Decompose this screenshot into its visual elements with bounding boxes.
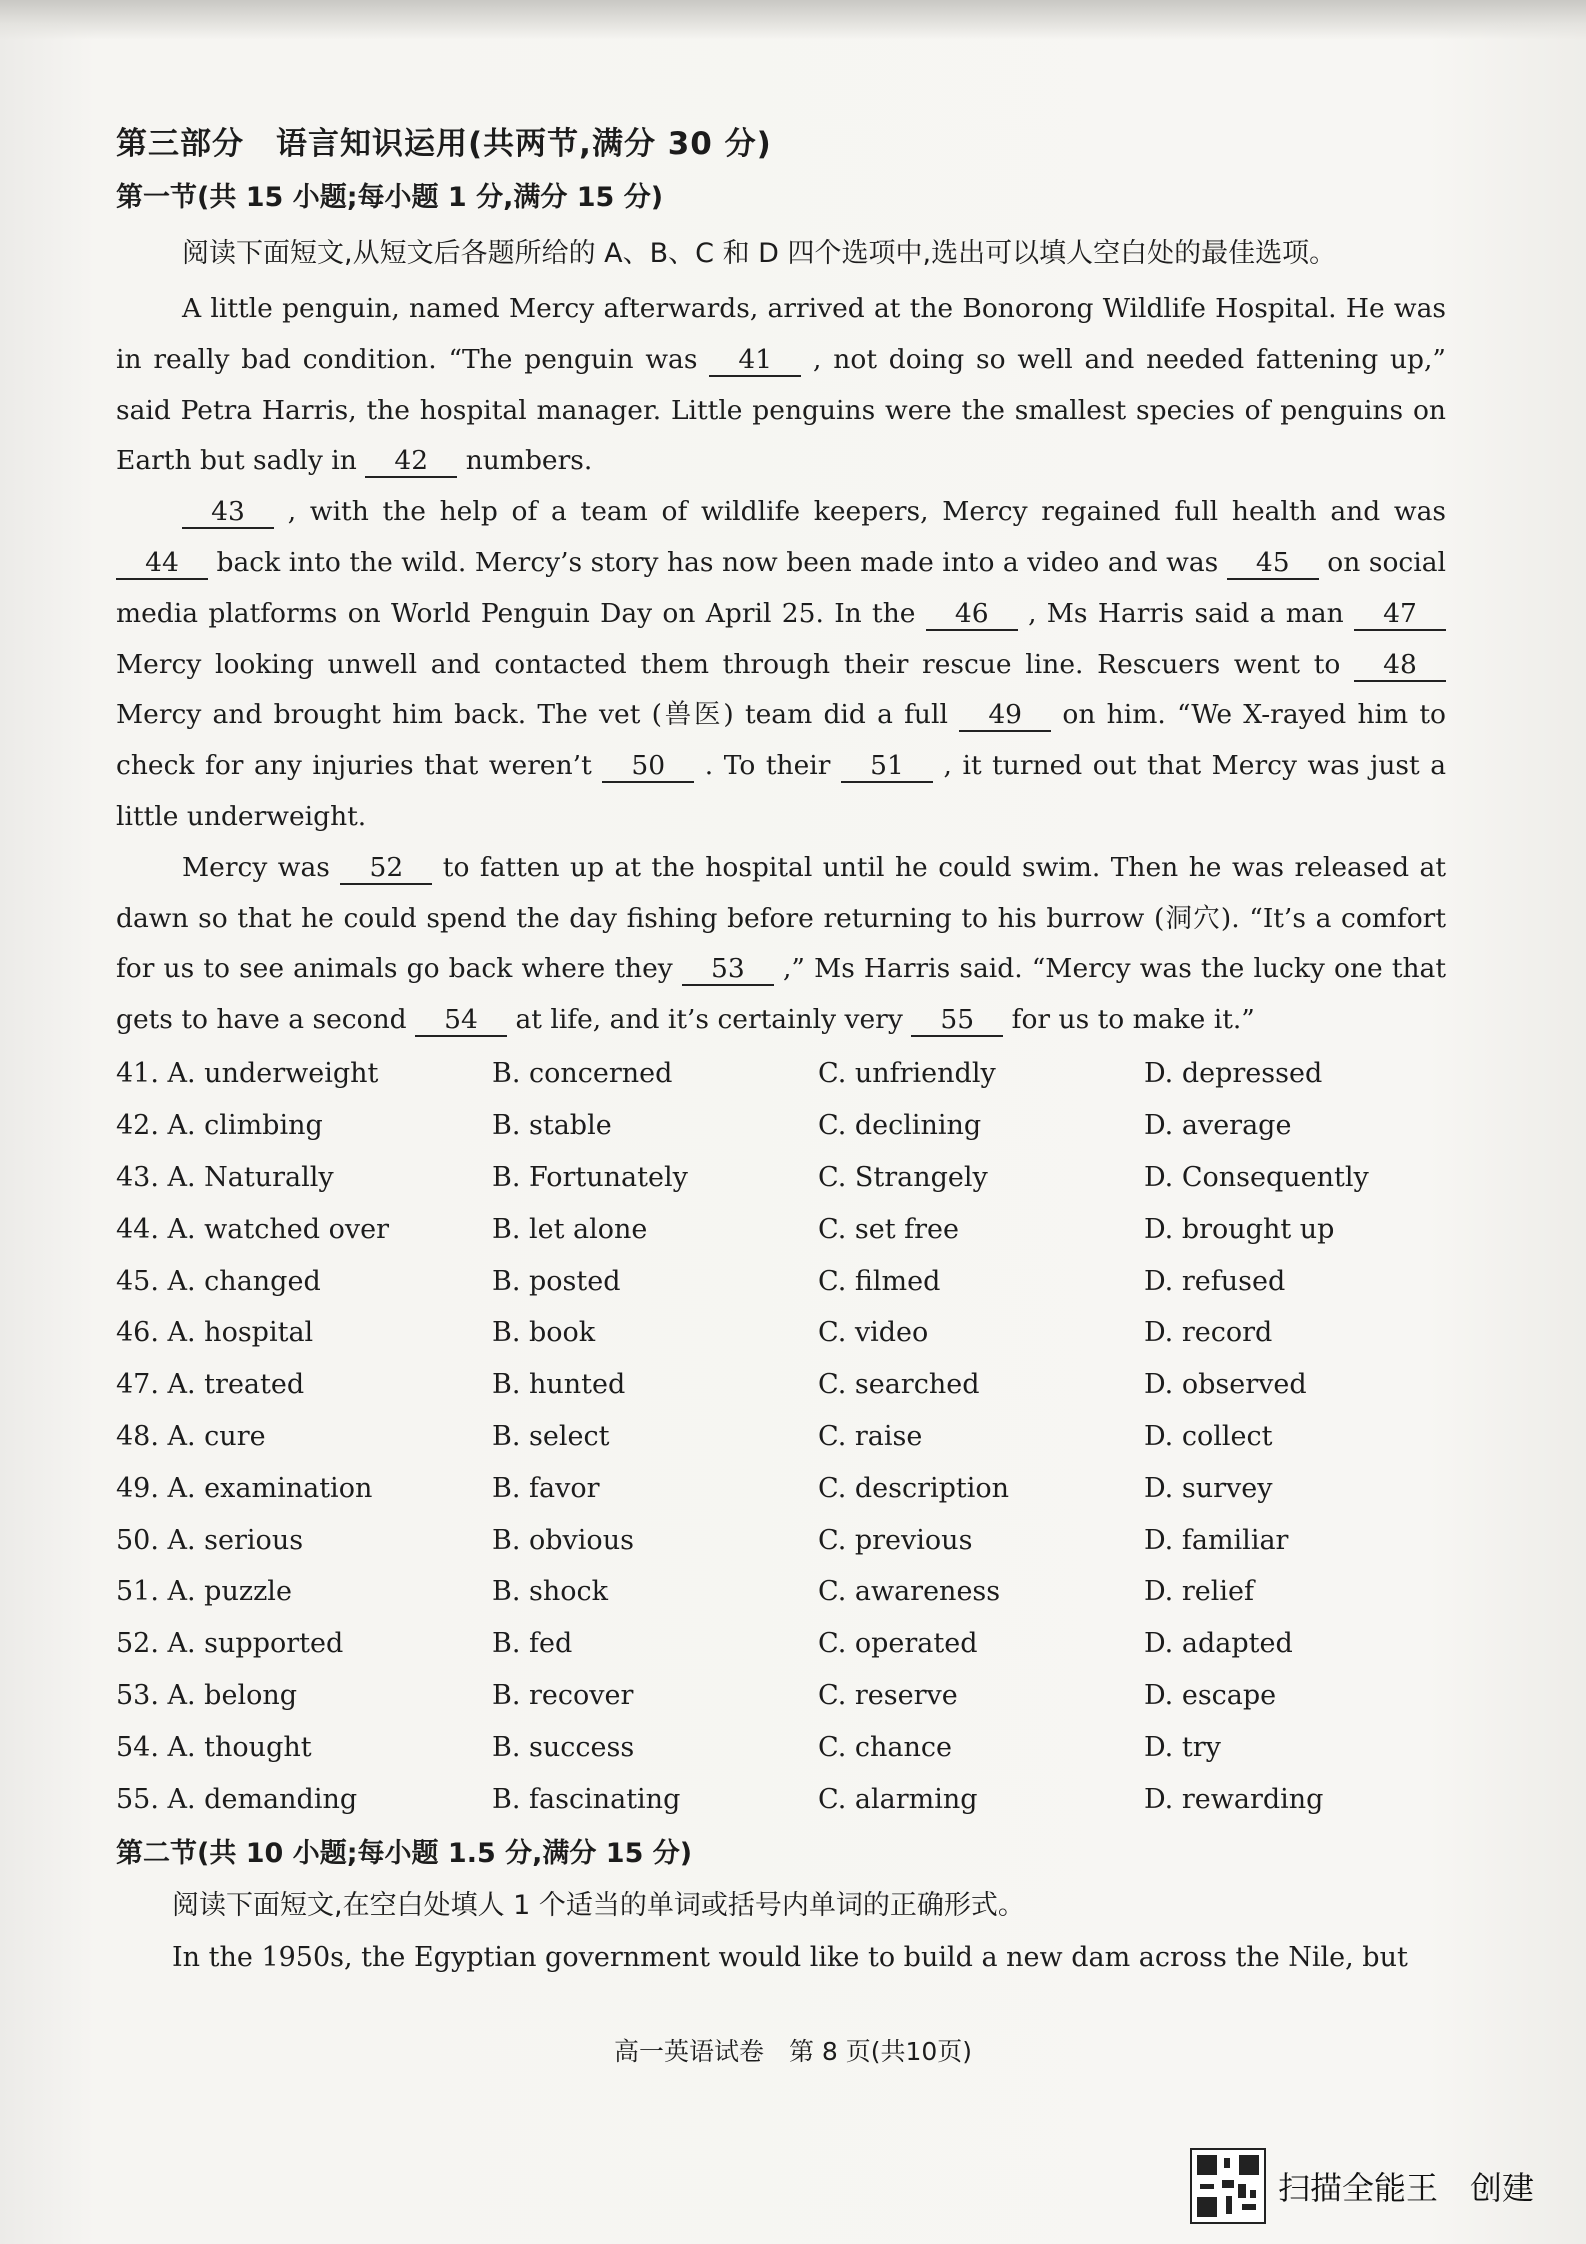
option-c: C. reserve bbox=[818, 1679, 958, 1711]
option-d: D. refused bbox=[1144, 1265, 1286, 1297]
option-d: D. collect bbox=[1144, 1420, 1273, 1452]
passage-text: numbers. bbox=[457, 445, 593, 477]
option-row-44 bbox=[116, 1203, 1446, 1255]
option-row-51 bbox=[116, 1566, 1446, 1618]
option-a: 52. A. supported bbox=[116, 1628, 344, 1660]
section2-title: 第二节(共 10 小题;每小题 1.5 分,满分 15 分) bbox=[116, 1837, 693, 1869]
page-content bbox=[116, 118, 1446, 1984]
option-d: D. average bbox=[1144, 1110, 1292, 1142]
section2-instruction: 阅读下面短文,在空白处填人 1 个适当的单词或括号内单词的正确形式。 bbox=[172, 1889, 1025, 1921]
option-b: B. obvious bbox=[492, 1524, 634, 1556]
option-d: D. record bbox=[1144, 1317, 1273, 1349]
option-b: B. stable bbox=[492, 1110, 612, 1142]
option-b: B. fed bbox=[492, 1628, 573, 1660]
option-d: D. escape bbox=[1144, 1679, 1277, 1711]
option-c: C. searched bbox=[818, 1369, 980, 1401]
passage-text: , it turned out that Mercy was just a little underweight. bbox=[116, 750, 1446, 832]
blank-43: 43 bbox=[182, 497, 274, 529]
passage-text: on him. “We X-rayed him to check for any injuries that weren’t bbox=[116, 699, 1446, 782]
option-b: B. hunted bbox=[492, 1369, 626, 1401]
passage-text: for us to make it.” bbox=[1003, 1004, 1255, 1036]
option-b: B. book bbox=[492, 1317, 596, 1349]
scan-edge-shadow bbox=[0, 0, 1586, 40]
options-list bbox=[116, 1048, 1446, 1825]
section2-passage: In the 1950s, the Egyptian government would like to build a new dam across the Nile, but bbox=[172, 1941, 1408, 1973]
passage-text: , not doing so well and needed fattening up,” said Petra Harris, the hospital manager. Little penguins were the smallest species of penguins on Earth but sadly in bbox=[116, 343, 1446, 477]
option-a: 45. A. changed bbox=[116, 1265, 321, 1297]
option-c: C. Strangely bbox=[818, 1161, 988, 1193]
passage-text: at life, and it’s certainly very bbox=[507, 1004, 912, 1036]
option-row-41 bbox=[116, 1048, 1446, 1100]
option-b: B. select bbox=[492, 1420, 610, 1452]
option-d: D. relief bbox=[1144, 1576, 1254, 1608]
blank-47: 47 bbox=[1354, 599, 1446, 631]
page-footer: 高一英语试卷 第 8 页(共10页) bbox=[613, 2037, 973, 2066]
option-row-52 bbox=[116, 1618, 1446, 1670]
option-b: B. let alone bbox=[492, 1213, 648, 1245]
passage-text: on social media platforms on World Penguin Day on April 25. In the bbox=[116, 546, 1446, 629]
passage-text: Mercy and brought him back. The vet (兽医) team did a full bbox=[116, 699, 960, 731]
option-c: C. awareness bbox=[818, 1576, 1001, 1608]
option-a: 41. A. underweight bbox=[116, 1058, 379, 1090]
option-a: 50. A. serious bbox=[116, 1524, 304, 1556]
option-c: C. declining bbox=[818, 1110, 982, 1142]
option-d: D. Consequently bbox=[1144, 1161, 1369, 1193]
option-a: 55. A. demanding bbox=[116, 1783, 358, 1815]
passage-text: back into the wild. Mercy’s story has now been made into a video and was bbox=[208, 546, 1227, 578]
watermark-text: 扫描全能王 创建 bbox=[1278, 2169, 1535, 2207]
option-a: 46. A. hospital bbox=[116, 1317, 314, 1349]
blank-54: 54 bbox=[415, 1005, 507, 1037]
blank-51: 51 bbox=[841, 751, 933, 783]
option-c: C. unfriendly bbox=[818, 1058, 996, 1090]
option-row-54 bbox=[116, 1721, 1446, 1773]
option-row-43 bbox=[116, 1152, 1446, 1204]
passage-text: A little penguin, named Mercy afterwards, arrived at the Bonorong Wildlife Hospital. He was in really bad condition. “The penguin was bbox=[116, 293, 1446, 375]
option-a: 51. A. puzzle bbox=[116, 1576, 292, 1608]
blank-44: 44 bbox=[116, 548, 208, 580]
option-row-46 bbox=[116, 1307, 1446, 1359]
passage-paragraph-1 bbox=[116, 284, 1446, 487]
option-a: 43. A. Naturally bbox=[116, 1161, 334, 1193]
blank-48: 48 bbox=[1354, 650, 1446, 682]
passage-paragraph-2 bbox=[116, 487, 1446, 843]
blank-52: 52 bbox=[340, 853, 432, 885]
blank-49: 49 bbox=[959, 700, 1051, 732]
option-d: D. brought up bbox=[1144, 1213, 1335, 1245]
passage-text: , Ms Harris said a man bbox=[1017, 597, 1354, 629]
option-row-49 bbox=[116, 1462, 1446, 1514]
blank-45: 45 bbox=[1227, 548, 1319, 580]
part-title: 第三部分 语言知识运用(共两节,满分 30 分) bbox=[116, 126, 772, 162]
blank-50: 50 bbox=[602, 751, 694, 783]
option-a: 54. A. thought bbox=[116, 1731, 312, 1763]
option-c: C. alarming bbox=[818, 1783, 978, 1815]
option-c: C. operated bbox=[818, 1628, 978, 1660]
option-row-55 bbox=[116, 1773, 1446, 1825]
option-row-42 bbox=[116, 1100, 1446, 1152]
option-d: D. observed bbox=[1144, 1369, 1307, 1401]
option-b: B. fascinating bbox=[492, 1783, 681, 1815]
passage-paragraph-3 bbox=[116, 843, 1446, 1046]
option-row-50 bbox=[116, 1514, 1446, 1566]
passage-text: Mercy was bbox=[182, 851, 341, 883]
option-c: C. previous bbox=[818, 1524, 973, 1556]
option-a: 47. A. treated bbox=[116, 1369, 305, 1401]
passage-text: ,” Ms Harris said. “Mercy was the lucky one that gets to have a second bbox=[116, 953, 1446, 1036]
passage-text: to fatten up at the hospital until he could swim. Then he was released at dawn so that he could spend the day fishing before returning to his burrow (洞穴). “It’s a comfort for us to see animals go back where they bbox=[116, 851, 1446, 985]
option-row-53 bbox=[116, 1670, 1446, 1722]
qr-code-icon bbox=[1190, 2148, 1266, 2224]
option-c: C. raise bbox=[818, 1420, 923, 1452]
option-d: D. rewarding bbox=[1144, 1783, 1324, 1815]
blank-55: 55 bbox=[911, 1005, 1003, 1037]
option-c: C. set free bbox=[818, 1213, 959, 1245]
option-b: B. posted bbox=[492, 1265, 621, 1297]
option-b: B. success bbox=[492, 1731, 635, 1763]
option-d: D. familiar bbox=[1144, 1524, 1289, 1556]
option-row-48 bbox=[116, 1411, 1446, 1463]
option-d: D. survey bbox=[1144, 1472, 1273, 1504]
option-b: B. Fortunately bbox=[492, 1161, 688, 1193]
option-a: 53. A. belong bbox=[116, 1679, 298, 1711]
option-c: C. video bbox=[818, 1317, 929, 1349]
option-b: B. favor bbox=[492, 1472, 600, 1504]
option-a: 48. A. cure bbox=[116, 1420, 266, 1452]
option-row-47 bbox=[116, 1359, 1446, 1411]
option-b: B. recover bbox=[492, 1679, 634, 1711]
blank-41: 41 bbox=[709, 345, 801, 377]
section1-instruction: 阅读下面短文,从短文后各题所给的 A、B、C 和 D 四个选项中,选出可以填人空白处的最佳选项。 bbox=[182, 238, 1337, 269]
blank-46: 46 bbox=[926, 599, 1018, 631]
option-b: B. concerned bbox=[492, 1058, 673, 1090]
option-d: D. adapted bbox=[1144, 1628, 1293, 1660]
option-b: B. shock bbox=[492, 1576, 608, 1608]
option-d: D. depressed bbox=[1144, 1058, 1323, 1090]
option-d: D. try bbox=[1144, 1731, 1221, 1763]
option-c: C. chance bbox=[818, 1731, 952, 1763]
passage-text: , with the help of a team of wildlife keepers, Mercy regained full health and was bbox=[274, 496, 1446, 528]
blank-42: 42 bbox=[365, 446, 457, 478]
blank-53: 53 bbox=[682, 954, 774, 986]
option-a: 44. A. watched over bbox=[116, 1213, 389, 1245]
section1-title: 第一节(共 15 小题;每小题 1 分,满分 15 分) bbox=[116, 182, 664, 213]
passage-text: . To their bbox=[694, 750, 841, 782]
option-a: 42. A. climbing bbox=[116, 1110, 323, 1142]
option-row-45 bbox=[116, 1255, 1446, 1307]
scanner-watermark bbox=[1190, 2148, 1534, 2224]
option-a: 49. A. examination bbox=[116, 1472, 373, 1504]
option-c: C. filmed bbox=[818, 1265, 941, 1297]
option-c: C. description bbox=[818, 1472, 1010, 1504]
passage-text: Mercy looking unwell and contacted them through their rescue line. Rescuers went to bbox=[116, 648, 1354, 680]
